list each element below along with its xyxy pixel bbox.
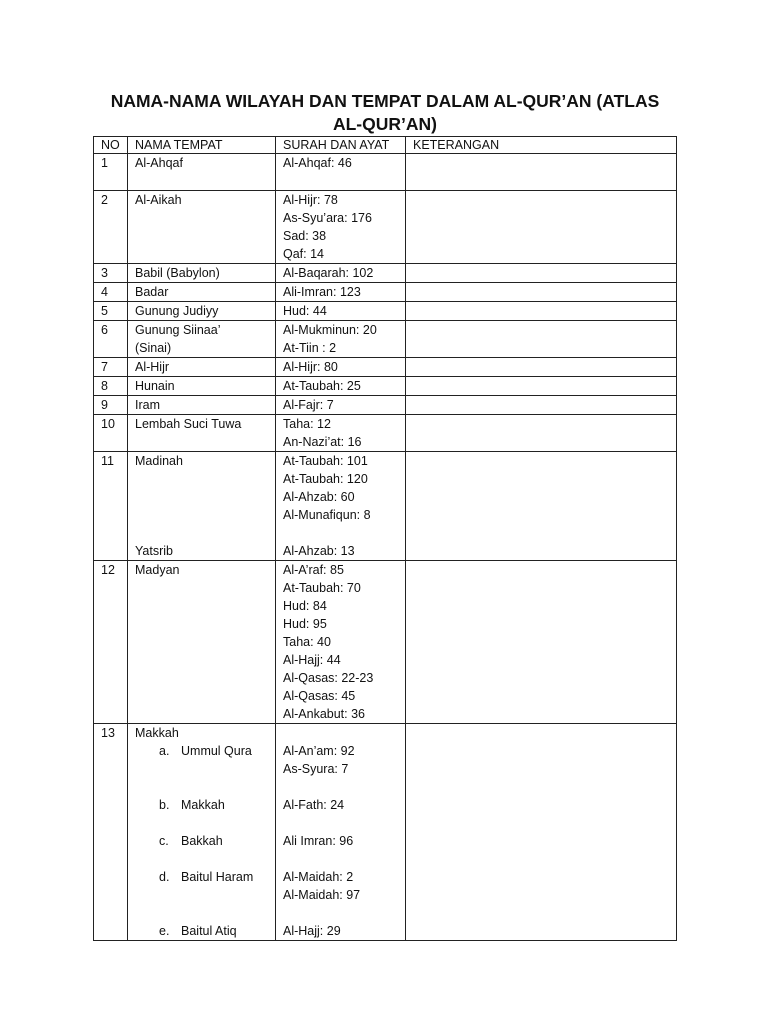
row-number: 9 [101, 398, 108, 412]
row-number: 11 [101, 454, 114, 468]
cell-nama [128, 154, 276, 191]
place-name: Al-Hijr [135, 360, 170, 374]
row-number: 8 [101, 379, 108, 393]
surah-ref: As-Syu’ara: 176 [283, 211, 372, 225]
place-name: Al-Ahqaf [135, 156, 183, 170]
cell-keterangan [406, 377, 677, 396]
surah-ref: At-Taubah: 25 [283, 379, 361, 393]
place-name: Gunung Siinaa’ [135, 323, 221, 337]
cell-nama [128, 724, 276, 941]
surah-ref: Hud: 44 [283, 304, 327, 318]
place-name: Makkah [135, 726, 179, 740]
cell-no [94, 415, 128, 452]
sub-item-baitul-haram: d. Baitul Haram [159, 870, 254, 884]
place-name: Badar [135, 285, 169, 299]
cell-surah [276, 561, 406, 724]
table-row [94, 154, 677, 191]
surah-ref: Ali-Imran: 123 [283, 285, 361, 299]
table-row [94, 321, 677, 358]
cell-surah [276, 283, 406, 302]
surah-ref: Al-Qasas: 45 [283, 689, 356, 703]
surah-ref: Al-Hijr: 78 [283, 193, 338, 207]
cell-nama [128, 377, 276, 396]
cell-nama [128, 561, 276, 724]
place-name: Madinah [135, 454, 183, 468]
surah-ref: Al-Maidah: 2 [283, 870, 354, 884]
sub-item-ummul-qura: a. Ummul Qura [159, 744, 252, 758]
surah-ref: Al-Ahqaf: 46 [283, 156, 352, 170]
surah-ref: Al-Ahzab: 60 [283, 490, 355, 504]
place-name: Iram [135, 398, 160, 412]
surah-ref: Al-Maidah: 97 [283, 888, 361, 902]
table-row [94, 377, 677, 396]
place-name: Lembah Suci Tuwa [135, 417, 242, 431]
cell-surah [276, 191, 406, 264]
cell-nama [128, 283, 276, 302]
table-row [94, 452, 677, 561]
surah-ref: At-Taubah: 70 [283, 581, 361, 595]
table-header-row [94, 137, 677, 154]
cell-surah [276, 302, 406, 321]
surah-ref: Al-Fath: 24 [283, 798, 345, 812]
row-number: 2 [101, 193, 108, 207]
row-number: 4 [101, 285, 108, 299]
surah-ref: Hud: 95 [283, 617, 327, 631]
cell-surah [276, 415, 406, 452]
surah-ref: Taha: 12 [283, 417, 331, 431]
cell-no [94, 283, 128, 302]
sub-item-bakkah: c. Bakkah [159, 834, 223, 848]
row-number: 10 [101, 417, 115, 431]
row-number: 7 [101, 360, 108, 374]
cell-no [94, 396, 128, 415]
cell-keterangan [406, 452, 677, 561]
cell-surah [276, 358, 406, 377]
cell-keterangan [406, 264, 677, 283]
table-row [94, 283, 677, 302]
surah-ref: At-Taubah: 101 [283, 454, 368, 468]
surah-ref: Taha: 40 [283, 635, 331, 649]
surah-ref: Qaf: 14 [283, 247, 324, 261]
row-number: 13 [101, 726, 115, 740]
cell-keterangan [406, 302, 677, 321]
surah-ref: Hud: 84 [283, 599, 327, 613]
surah-ref: At-Taubah: 120 [283, 472, 368, 486]
header-nama-tempat: NAMA TEMPAT [128, 137, 276, 154]
cell-nama [128, 191, 276, 264]
cell-keterangan [406, 321, 677, 358]
table-row [94, 415, 677, 452]
table-row [94, 264, 677, 283]
place-name: Hunain [135, 379, 175, 393]
cell-surah [276, 154, 406, 191]
document-title: NAMA-NAMA WILAYAH DAN TEMPAT DALAM AL-QUR’AN (ATLAS AL-QUR’AN) [110, 91, 660, 134]
table-row [94, 561, 677, 724]
surah-ref: Al-Ahzab: 13 [283, 544, 355, 558]
table-row [94, 302, 677, 321]
surah-ref: Al-Hijr: 80 [283, 360, 338, 374]
place-name: Madyan [135, 563, 180, 577]
cell-surah [276, 377, 406, 396]
table-row [94, 358, 677, 377]
surah-ref: Al-Mukminun: 20 [283, 323, 377, 337]
row-number: 3 [101, 266, 108, 280]
cell-surah [276, 264, 406, 283]
cell-keterangan [406, 154, 677, 191]
cell-no [94, 561, 128, 724]
cell-surah [276, 452, 406, 561]
sub-item-baitul-atiq: e. Baitul Atiq [159, 924, 237, 938]
surah-ref: Al-Baqarah: 102 [283, 266, 374, 280]
cell-no [94, 358, 128, 377]
surah-ref: An-Nazi’at: 16 [283, 435, 362, 449]
cell-nama [128, 264, 276, 283]
surah-ref: Al-Ankabut: 36 [283, 707, 365, 721]
cell-nama [128, 358, 276, 377]
cell-no [94, 264, 128, 283]
header-surah-ayat: SURAH DAN AYAT [276, 137, 406, 154]
row-number: 6 [101, 323, 108, 337]
cell-surah [276, 396, 406, 415]
place-name-alt: (Sinai) [135, 341, 172, 355]
places-table [93, 136, 677, 941]
cell-no [94, 321, 128, 358]
surah-ref: Al-Munafiqun: 8 [283, 508, 371, 522]
surah-ref: Sad: 38 [283, 229, 327, 243]
surah-ref: Al-Hajj: 29 [283, 924, 341, 938]
cell-nama [128, 302, 276, 321]
cell-no [94, 191, 128, 264]
surah-ref: Ali Imran: 96 [283, 834, 354, 848]
cell-nama [128, 396, 276, 415]
surah-ref: Al-Hajj: 44 [283, 653, 341, 667]
cell-keterangan [406, 191, 677, 264]
table-row [94, 191, 677, 264]
row-number: 12 [101, 563, 115, 577]
cell-surah [276, 724, 406, 941]
header-no: NO [94, 137, 128, 154]
cell-no [94, 377, 128, 396]
cell-no [94, 302, 128, 321]
cell-keterangan [406, 283, 677, 302]
cell-keterangan [406, 561, 677, 724]
sub-item-makkah: b. Makkah [159, 798, 225, 812]
table-row [94, 724, 677, 941]
surah-ref: Al-Qasas: 22-23 [283, 671, 374, 685]
surah-ref: Al-Fajr: 7 [283, 398, 334, 412]
cell-keterangan [406, 358, 677, 377]
place-name: Gunung Judiyy [135, 304, 219, 318]
cell-surah [276, 321, 406, 358]
row-number: 5 [101, 304, 108, 318]
header-keterangan: KETERANGAN [406, 137, 677, 154]
cell-no [94, 154, 128, 191]
surah-ref: Al-A’raf: 85 [283, 563, 344, 577]
table-row [94, 396, 677, 415]
cell-nama [128, 452, 276, 561]
row-number: 1 [101, 156, 108, 170]
cell-no [94, 724, 128, 941]
place-name: Babil (Babylon) [135, 266, 220, 280]
surah-ref: At-Tiin : 2 [283, 341, 337, 355]
cell-keterangan [406, 396, 677, 415]
cell-no [94, 452, 128, 561]
surah-ref: Al-An’am: 92 [283, 744, 355, 758]
cell-keterangan [406, 415, 677, 452]
cell-nama [128, 415, 276, 452]
cell-keterangan [406, 724, 677, 941]
surah-ref: As-Syura: 7 [283, 762, 349, 776]
place-name-alt: Yatsrib [135, 544, 173, 558]
cell-nama [128, 321, 276, 358]
place-name: Al-Aikah [135, 193, 182, 207]
